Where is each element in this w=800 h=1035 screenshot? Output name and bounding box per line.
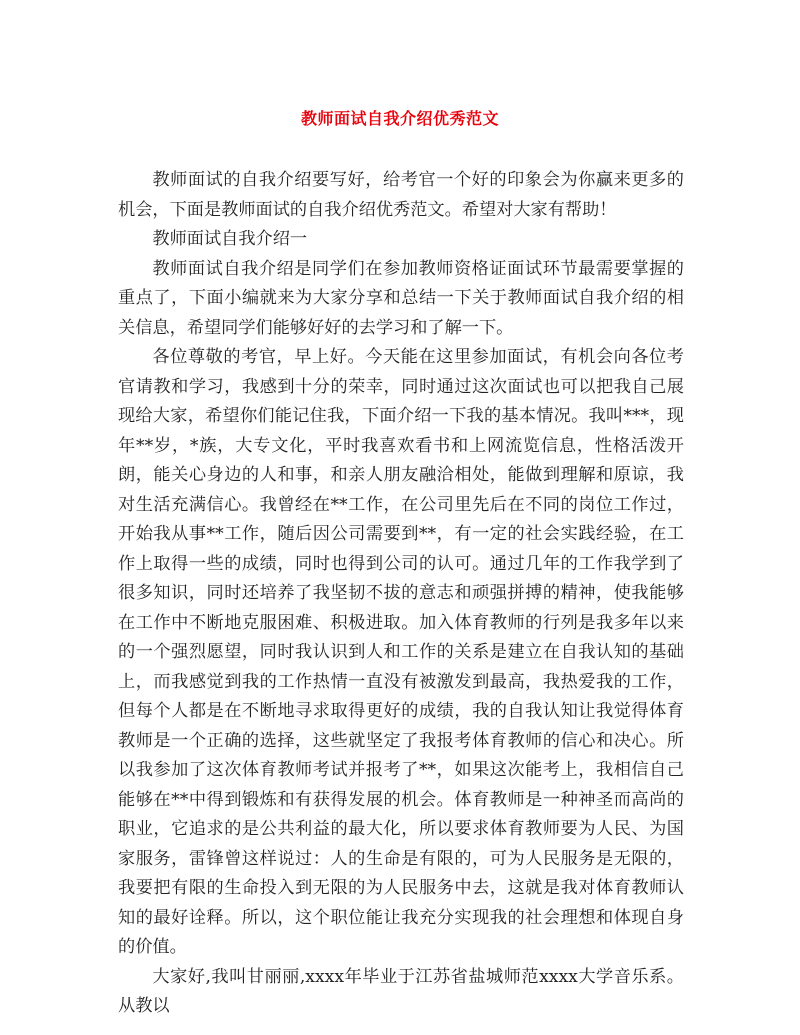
intro-paragraph: 教师面试的自我介绍要写好，给考官一个好的印象会为你赢来更多的机会，下面是教师面试的自我介绍优秀范文。希望对大家有帮助！ bbox=[118, 170, 684, 220]
section-heading: 教师面试自我介绍一 bbox=[152, 229, 308, 249]
body-paragraph: 教师面试自我介绍是同学们在参加教师资格证面试环节最需要掌握的重点了，下面小编就来为大家分享和总结一下关于教师面试自我介绍的相关信息，希望同学们能够好好的去学习和了解一下。 bbox=[118, 258, 684, 338]
body-paragraph: 各位尊敬的考官，早上好。今天能在这里参加面试，有机会向各位考官请教和学习，我感到十分的荣幸，同时通过这次面试也可以把我自己展现给大家，希望你们能记住我，下面介绍一下我的基本情况。我叫***，现年**岁，*族，大专文化，平时我喜欢看书和上网流览信息，性格活泼开朗，能关心身边的人和事，和亲人朋友融洽相处，能做到理解和原谅，我对生活充满信心。我曾经在**工作，在公司里先后在不同的岗位工作过，开始我从事**工作，随后因公司需要到**，有一定的社会实践经验，在工作上取得一些的成绩，同时也得到公司的认可。通过几年的工作我学到了很多知识，同时还培养了我坚韧不拔的意志和顽强拼搏的精神，使我能够在工作中不断地克服困难、积极进取。加入体育教师的行列是我多年以来的一个强烈愿望，同时我认识到人和工作的关系是建立在自我认知的基础上，而我感觉到我的工作热情一直没有被激发到最高，我热爱我的工作，但每个人都是在不断地寻求取得更好的成绩，我的自我认知让我觉得体育教师是一个正确的选择，这些就坚定了我报考体育教师的信心和决心。所以我参加了这次体育教师考试并报考了**，如果这次能考上，我相信自己能够在**中得到锻炼和有获得发展的机会。体育教师是一种神圣而高尚的职业，它追求的是公共利益的最大化，所以要求体育教师要为人民、为国家服务，雷锋曾这样说过：人的生命是有限的，可为人民服务是无限的，我要把有限的生命投入到无限的为人民服务中去，这就是我对体育教师认知的最好诠释。所以，这个职位能让我充分实现我的社会理想和体现自身的价值。 bbox=[118, 347, 684, 957]
body-paragraph: 大家好,我叫甘丽丽,xxxx年毕业于江苏省盐城师范xxxx大学音乐系。从教以 bbox=[118, 966, 684, 1016]
document-body bbox=[118, 166, 684, 1022]
document-title: 教师面试自我介绍优秀范文 bbox=[300, 109, 499, 128]
